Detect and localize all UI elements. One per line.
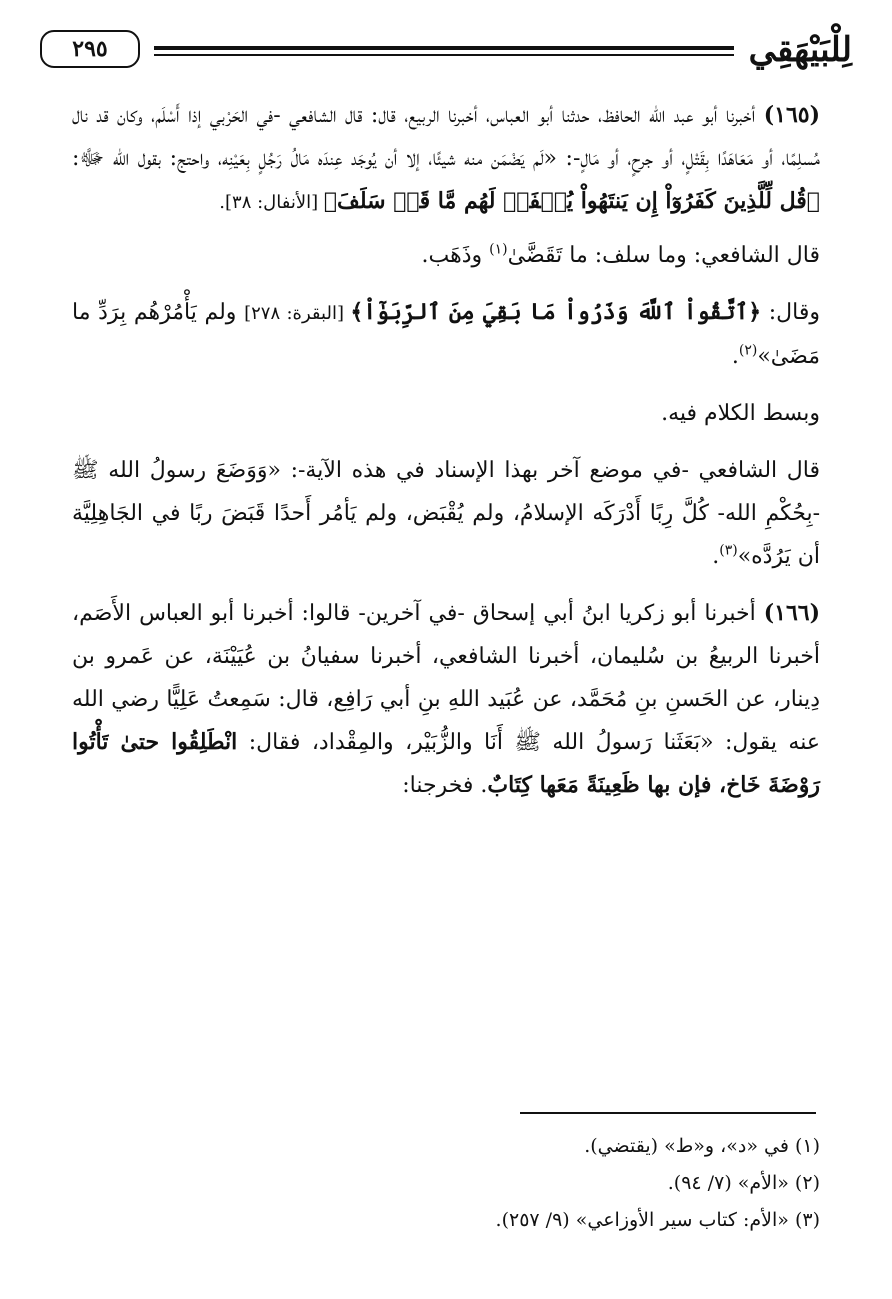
footnote-2: (٢) «الأم» (٧/ ٩٤). [667, 1172, 820, 1194]
paragraph-165 [72, 94, 820, 224]
verse-reference: [الأنفال: ٣٨]. [219, 192, 324, 213]
paragraph-riba-verse [72, 291, 820, 378]
paragraph-shafii-salaf [72, 234, 820, 277]
paragraph-text-end: . [731, 344, 739, 369]
footnote-separator [520, 1112, 816, 1114]
footnote-marker: (٢) [738, 342, 758, 359]
page-header [40, 26, 852, 80]
footnote-marker: (٣) [719, 542, 738, 559]
paragraph-166 [72, 592, 820, 807]
running-head: لِلْبَيْهَقِي [748, 30, 852, 70]
hadith-number: (١٦٥) [763, 102, 820, 128]
header-rule [154, 46, 734, 50]
footnote-1: (١) في «د»، و«ط» (يقتضي). [584, 1135, 820, 1157]
paragraph-text-end: وذَهَب. [421, 243, 490, 268]
quran-verse: ﴿قُل لِّلَّذِينَ كَفَرُوٓاْ إِن يَنتَهُواْ يُغۡفَرۡ لَهُم مَّا قَدۡ سَلَفَ﴾ [323, 188, 820, 214]
hadith-number: (١٦٦) [763, 600, 820, 626]
quran-verse: ﴿ٱتَّقُواْ ٱللَّهَ وَذَرُواْ مَا بَقِيَ مِنَ ٱلرِّبَوٰٓاْ﴾ [350, 299, 762, 325]
paragraph-text-end: . فخرجنا: [402, 773, 488, 798]
footnotes [72, 1128, 820, 1239]
paragraph-text: قال الشافعي: وما سلف: ما تَقَضَّىٰ [507, 243, 820, 268]
paragraph-text: قال الشافعي -في موضع آخر بهذا الإسناد في هذه الآية-: «وَوَضَعَ رسولُ الله ﷺ -بِحُكْمِ الله- كُلَّ رِبًا أَدْرَكَه الإسلامُ، ولم يُقْبَض، ولم يَأمُر أَحدًا قَبَضَ ربًا في الجَاهِلِيَّة أن يَرُدَّه» [72, 458, 820, 569]
paragraph-text-mid: ولم يَأْمُرْهُم بِرَدِّ ما مَضَىٰ» [72, 300, 820, 369]
verse-reference: [البقرة: ٢٧٨] [244, 303, 351, 324]
prophet-quote: انْطَلِقُوا حتىٰ تَأْتُوا رَوْضَةَ خَاخ، فإن بها ظَعِينَةً مَعَها كِتَابٌ [72, 729, 820, 798]
footnote-marker: (١) [489, 241, 508, 258]
main-text [72, 94, 820, 817]
footnote-3: (٣) «الأم: كتاب سير الأوزاعي» (٩/ ٢٥٧). [495, 1209, 820, 1231]
paragraph-text-end: . [712, 544, 720, 569]
paragraph-shafii-other [72, 449, 820, 578]
paragraph-text: وبسط الكلام فيه. [661, 401, 820, 426]
paragraph-text: أخبرنا أبو زكريا ابنُ أبي إسحاق -في آخرين- قالوا: أخبرنا أبو العباس الأَصَم، أخبرنا الربيعُ بن سُليمان، أخبرنا الشافعي، أخبرنا سفيانُ بن عُيَيْنَة، عن عَمرو بن دِينار، عن الحَسنِ بنِ مُحَمَّد، عن عُبَيد اللهِ بنِ أبي رَافِع، قال: سَمِعتُ عَلِيًّا رضي الله عنه يقول: «بَعَثَنا رَسولُ الله ﷺ أَنَا والزُّبَيْر، والمِقْداد، فقال: [72, 601, 820, 755]
paragraph-text: أخبرنا أبو عبد الله الحافظ، حدثنا أبو العباس، أخبرنا الربيع، قال: قال الشافعي -في الحَرْبي إذا أَسْلَم، وكان قد نال مُسلِمًا، أو مَعَاهَدًا بِقَتْلٍ، أو جرحٍ، أو مَالٍ-: «لَم يَضْمَن منه شيئًا، إلا أن يُوجَد عِندَه مَالُ رَجُلٍ بِعَيْنِه، واحتج: بقول الله ﷻ: [72, 103, 820, 171]
page-number: ٢٩٥ [40, 30, 140, 68]
header-rule-thin [154, 54, 734, 56]
paragraph-text: وقال: [761, 300, 821, 325]
paragraph-basata [72, 392, 820, 435]
